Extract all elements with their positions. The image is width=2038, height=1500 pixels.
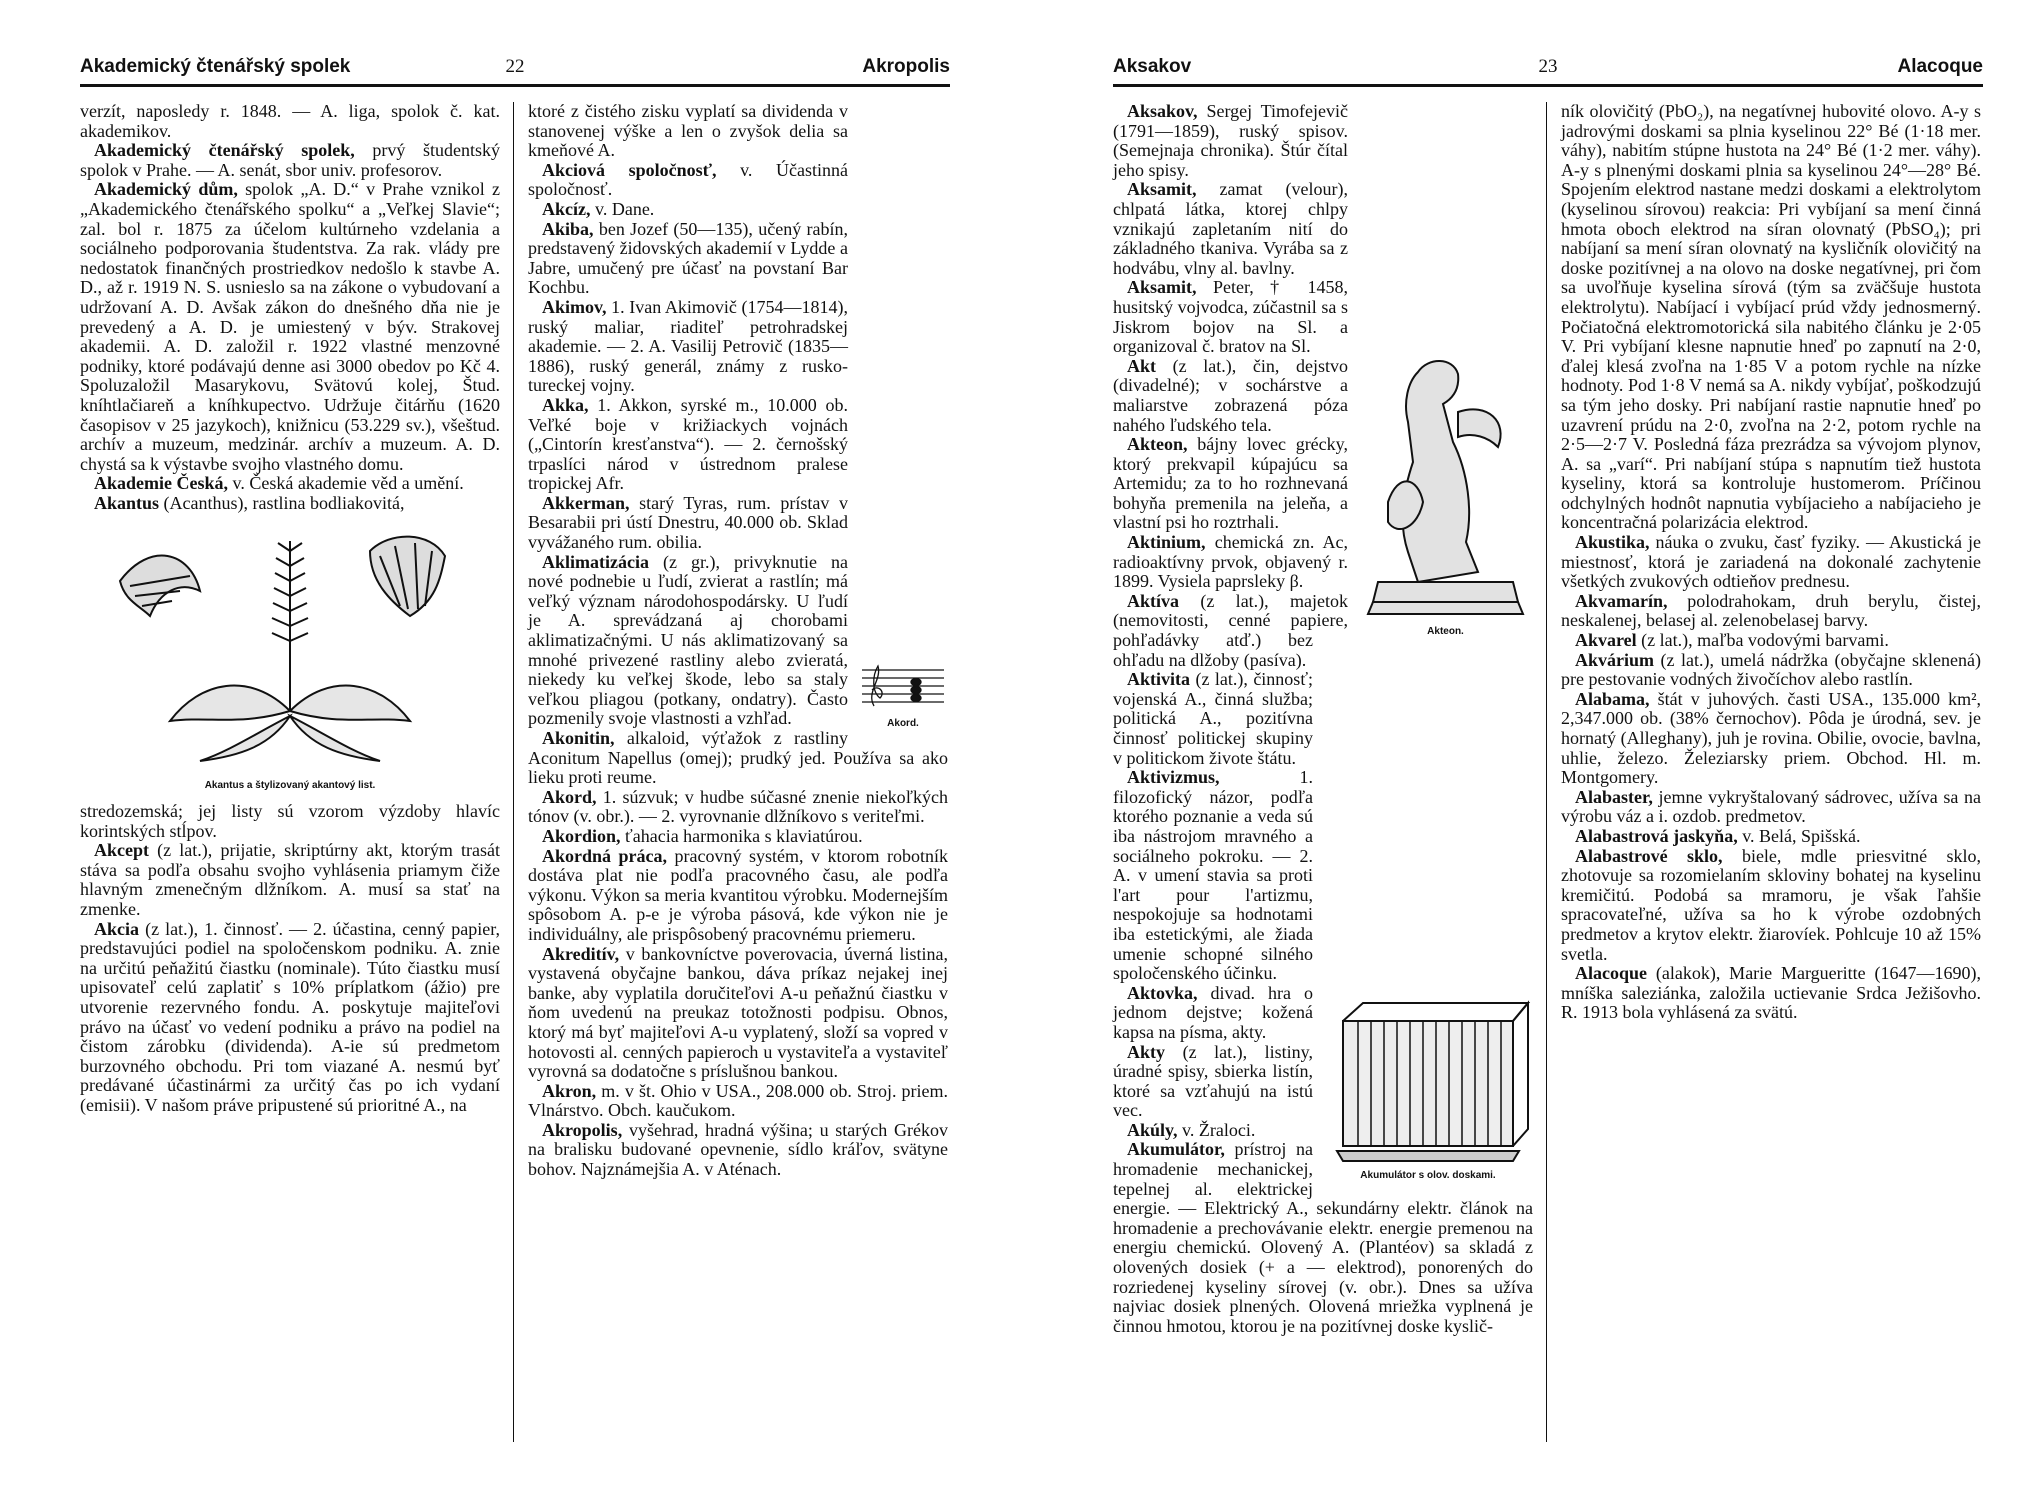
dictionary-entry [528, 945, 948, 1082]
dictionary-entry [1113, 278, 1533, 356]
left-header-rule [80, 84, 950, 87]
dictionary-entry [1113, 102, 1533, 180]
entry-text: prvý študentský spolok v Prahe. — A. senát, sbor univ. profesorov. [80, 140, 501, 180]
entry-text: (z lat.), listiny, úradné spisy, sbierka listín, ktoré sa vzťahujú na istú vec. [1113, 1041, 1314, 1121]
accumulator-icon [1323, 991, 1533, 1166]
entry-headword: Akcíz, [542, 198, 591, 219]
dictionary-entry [528, 1082, 948, 1121]
dictionary-entry [1561, 631, 1981, 651]
dictionary-entry [528, 220, 948, 298]
entry-text: divad. hra o jednom dejstve; kožená kapsa na písma, akty. [1113, 982, 1313, 1042]
entry-text: biele, mdle priesvitné sklo, zhotovuje sa rozomielaním skloviny bohatej na kyselinu kremičitú. Podobá sa mramoru, je však ľahšie spracovateľné, užíva sa ho k výrobe ozdobných predmetov a krytov elektr. žiarovíek. Pohlcuje 10 až 15% svetla. [1561, 845, 1982, 964]
acanthus-figure [80, 521, 500, 796]
entry-headword: Akciová spoločnosť, [542, 159, 717, 180]
dictionary-entry [80, 180, 500, 474]
entry-text: ťahacia harmonika s klaviatúrou. [625, 825, 863, 846]
entry-headword: Akropolis, [542, 1119, 623, 1140]
left-column-1 [80, 102, 500, 1116]
entry-headword: Alacoque [1575, 963, 1647, 984]
entry-text: ník olovičitý (PbO₂), na negatívnej hubovité olovo. A-y s jadrovými doskami sa plnia kyselinou 22° Bé (1·18 mer. váhy), nabitím stúpne hustota na 24° Bé (1·2 mer. váhy). A-y s plnenými doskami plnia sa kyselinou 24°—28° Bé. Spojením elektrod nastane medzi doskami a elektrolytom (kyselinou sírovou) reakcia: Pri vybíjaní sa mení činná hmota oboch elektrod na síran olovnatý (PbSO₄); pri nabíjaní sa mení síran olovnatý na kysličník olovičitý na doske pozitívnej a na olovo na doske negatívnej, pri čom sa uvoľňuje kyselina sírová (tým sa zväčšuje hustota elektrolytu). Nabíjací i vybíjací prúd vždy jednosmerný. Počiatočná elektromotorická sila nabitého článku je 2·05 V. Pri vybíjaní klesne napnutie hneď po zapnutí na 2·0, ďalej klesá zvoľna na 1·85 V a potom rychle na nízke hodnoty. Pod 1·8 V nemá sa A. nikdy vybíjať, poškodzujú sa tým jeho dosky. Pri nabíjaní rastie napnutie hneď po uzavrení prúdu na 2·0, zvoľna na 2·2, potom rychle na 2·5—2·7 V. Posledná fáza prezrádza sa vývojom plynov, A. sa „varí“. Pri nabíjaní stúpa s napnutím tiež hustota kyseliny, ktorá sa kontroluje hustomerom. Príčinou odchylných hodnôt napnutia vybíjacieho a nabíjacieho je koncentračná polarizácia elektrod. [1561, 101, 1981, 533]
dictionary-entry [1561, 847, 1981, 965]
left-page-number: 22 [505, 56, 525, 77]
entry-headword: Aktinium, [1127, 532, 1206, 553]
entry-headword: Alabastrové sklo, [1575, 845, 1723, 866]
entry-text: v. Dane. [595, 198, 655, 219]
entry-headword: Akordion, [542, 825, 621, 846]
entry-text: polodrahokam, druh berylu, čistej, neskalenej, belasej al. zelenobelasej barvy. [1561, 590, 1981, 631]
entry-headword: Aklimatizácia [542, 551, 649, 572]
entry-headword: Alabama, [1575, 688, 1650, 709]
entry-text: 1. súzvuk; v hudbe súčasné znenie niekoľkých tónov (v. obr.). — 2. vyrovnanie dlžníkovo s veriteľmi. [528, 786, 948, 827]
dictionary-entry [528, 729, 948, 788]
entry-text: štát v juhových. časti USA., 135.000 km², 2,347.000 ob. (38% černochov). Pôda je úrodná, sev. je hornatý (Alleghany), juh je rovina. Obilie, ovocie, bavlna, uhlie, železo. Železiarsky priem. Obchod. Hl. m. Montgomery. [1561, 688, 1981, 788]
right-header-rule [1113, 84, 1983, 87]
entry-headword: Akteon, [1127, 434, 1188, 455]
entry-headword: Aktivita [1127, 669, 1190, 690]
dictionary-entry [528, 102, 948, 161]
entry-headword: Akademie Česká, [94, 473, 228, 494]
akumulator-caption: Akumulátor s olov. doskami. [1360, 1169, 1496, 1181]
dictionary-entry [80, 474, 500, 494]
entry-text: starý Tyras, rum. prístav v Besarabii pri ústí Dnestru, 40.000 ob. Sklad vyvážaného rum. obilia. [528, 492, 848, 553]
dictionary-entry [528, 847, 948, 945]
dictionary-entry [1113, 670, 1533, 768]
entry-headword: Akustika, [1575, 532, 1650, 553]
entry-text: spolok „A. D.“ v Prahe vznikol z „Akademického čtenářského spolku“ a „Veľkej Slavie“; zal. bol r. 1875 za účelom kultúrneho vzdelania a sociálneho podporovania študentstva. Za rak. vlády pre nedostatok finančných prostriedkov nedošlo k stavbe A. D., až r. 1919 N. S. usnieslo sa na zákone o vybudovaní a udržovaní A. D. Avšak zákon do dnešného dňa nie je prevedený a A. D. je umiestený v býv. Strakovej akademii. A. D. založil r. 1922 vlastné menzovné podniky, ktoré podávajú denne asi 3000 obedov po Kč 4. Spoluzaložil Masarykovu, Svätovú kolej, Štud. kníhtlačiareň a kníhkupectvo. Udržuje čitárňu (1620 časopisov v 25 jazykoch), knižnicu (53.229 sv.), všeštud. archív a muzeum, medzinár. archív a muzeum. A. D. chystá sa k výstavbe svojho vlastného domu. [80, 179, 501, 474]
entry-headword: Akkerman, [542, 492, 630, 513]
dictionary-entry [1561, 788, 1981, 827]
dictionary-entry [80, 494, 500, 514]
entry-headword: Alabastrová jaskyňa, [1575, 825, 1738, 846]
akteon-statue-icon [1358, 352, 1533, 622]
dictionary-entry [528, 494, 948, 553]
left-running-head [80, 50, 950, 84]
entry-headword: Akty [1127, 1041, 1166, 1062]
entry-text: (alakok), Marie Margueritte (1647—1690), mníška saleziánka, založila uctievanie Srdca Ježišovho. R. 1913 bola vyhlásená za svätú. [1561, 963, 1981, 1023]
entry-headword: Alabaster, [1575, 786, 1653, 807]
dictionary-entry [1113, 768, 1533, 984]
entry-text: (z lat.), maľba vodovými barvami. [1641, 630, 1889, 651]
entry-text: v. Účastinná spoločnosť. [528, 159, 848, 200]
entry-text: (z lat.), činnosť; vojenská A., činná služba; politická A., pozitívna činnosť politickej skupiny v politickom živote štátu. [1113, 669, 1314, 768]
entry-headword: Akumulátor, [1127, 1139, 1225, 1160]
acanthus-caption: Akantus a štylizovaný akantový list. [204, 780, 376, 792]
entry-text: prístroj na hromadenie mechanickej, tepelnej al. elektrickej energie. — Elektrický A., sekundárny elektr. článok na hromadenie a prechovávanie elektr. energie premenou na energiu chemickú. Olovený A. (Plantéov) sa skladá z olovených dosiek (+ a — elektrod), ponorených do rozriedenej kyseliny sírovej (v. obr.). Dnes sa užíva najviac dosiek plnených. Olovená mriežka vyplnená je činnou hmotou, ktorou je na pozitívnej doske kyslič- [1113, 1139, 1533, 1336]
akord-figure [858, 662, 948, 734]
dictionary-entry [80, 102, 500, 141]
entry-headword: Aktivizmus, [1127, 767, 1220, 788]
entry-text: ktoré z čistého zisku vyplatí sa dividenda v stanovenej výške a len o zvyšok delia sa kmeňové A. [528, 101, 848, 161]
entry-text: v. Žraloci. [1182, 1119, 1256, 1140]
entry-headword: Akúly, [1127, 1119, 1178, 1140]
right-header-left: Aksakov [1113, 56, 1192, 77]
entry-text: 1. Akkon, syrské m., 10.000 ob. Veľké boje v križiackych vojnách („Cintorín kresťanstva“). — 2. černošský trpaslíci národ v ústrednom pralese tropickej Afr. [528, 394, 849, 494]
entry-text: stredozemská; jej listy sú vzorom výzdoby hlavíc korintských stĺpov. [80, 801, 500, 841]
entry-headword: Aksamit, [1127, 179, 1197, 200]
entry-text: (z lat.), čin, dejstvo (divadelné); v sochárstve a maliarstve zobrazená póza nahého ľudského tela. [1113, 355, 1348, 435]
entry-text: chemická zn. Ac, radioaktívny prvok, objavený r. 1899. Vysiela paprsleky β. [1113, 532, 1348, 592]
entry-headword: Akordná práca, [542, 845, 668, 866]
dictionary-entry [80, 802, 500, 841]
entry-headword: Akimov, [542, 296, 607, 317]
dictionary-entry [1561, 533, 1981, 592]
entry-text: (z lat.), prijatie, skriptúrny akt, ktorým trasát stáva sa podľa obsahu svojho vyhlásenia priamym čiže hlavným zmenečným dlžníkom. A. musí sa stať na zmenke. [80, 840, 500, 920]
entry-text: ben Jozef (50—135), učený rabín, predstavený židovských akademií v Lydde a Jabre, umučený pre účasť na povstaní Bar Kochbu. [528, 218, 848, 298]
right-column-2 [1561, 102, 1981, 1023]
dictionary-entry [528, 200, 948, 220]
entry-headword: Akvamarín, [1575, 590, 1668, 611]
entry-text: vyšehrad, hradná výšina; u starých Grékov na bralisku budované opevnenie, sídlo kráľov, svätyne bohov. Najznámejšia A. v Aténach. [528, 1119, 948, 1180]
entry-headword: Akademický dům, [94, 179, 238, 200]
dictionary-entry [1561, 827, 1981, 847]
dictionary-entry [80, 841, 500, 919]
left-column-divider [513, 102, 514, 1442]
left-page [80, 50, 950, 1450]
entry-text: (z lat.), umelá nádržka (obyčajne sklenená) pre pestovanie vodných živočíchov alebo rastlín. [1561, 649, 1982, 690]
dictionary-entry [528, 1121, 948, 1180]
akumulator-figure [1323, 991, 1533, 1186]
left-column-2 [528, 102, 948, 1180]
dictionary-entry [1113, 180, 1533, 278]
entry-text: zamat (velour), chlpatá látka, ktorej chlpy vznikajú zapletaním nití do základného tkaniva. Vyrába sa z hodvábu, vlny al. bavlny. [1113, 179, 1348, 278]
entry-text: v. Česká akademie věd a umění. [232, 473, 464, 494]
entry-text: m. v št. Ohio v USA., 208.000 ob. Stroj. priem. Vlnárstvo. Obch. kaučukom. [528, 1080, 949, 1121]
entry-text: Sergej Timofejevič (1791—1859), ruský spisov. (Semejnaja chronika). Štúr čítal jeho spisy. [1113, 101, 1348, 180]
dictionary-entry [528, 298, 948, 396]
entry-headword: Akcept [94, 840, 149, 861]
dictionary-entry [1561, 651, 1981, 690]
entry-headword: Aktovka, [1127, 982, 1198, 1003]
dictionary-entry [1561, 592, 1981, 631]
entry-text: alkaloid, výťažok z rastliny Aconitum Napellus (omej); prudký jed. Používa sa ako lieku proti reume. [528, 728, 948, 788]
entry-headword: Akreditív, [542, 943, 620, 964]
entry-headword: Aksakov, [1127, 101, 1198, 121]
entry-text: 1. Ivan Akimovič (1754—1814), ruský maliar, riaditeľ petrohradskej akademie. — 2. A. Vasilij Petrovič (1835—1886), ruský generál, známy z rusko-tureckej vojny. [528, 296, 848, 396]
dictionary-entry [528, 827, 948, 847]
right-column-1 [1113, 102, 1533, 1336]
entry-text: náuka o zvuku, časť fyziky. — Akustická je miestnosť, ktorá je zariadená na dokonalé zachytenie všetkých zvukových odtieňov prednesu. [1561, 532, 1981, 592]
entry-headword: Akron, [542, 1080, 597, 1101]
dictionary-entry [80, 141, 500, 180]
akteon-caption: Akteon. [1427, 626, 1464, 637]
akteon-figure [1358, 352, 1533, 642]
entry-headword: Akcia [94, 918, 139, 939]
dictionary-entry [528, 396, 948, 494]
entry-headword: Akka, [542, 394, 589, 415]
dictionary-entry [528, 788, 948, 827]
left-header-left: Akademický čtenářský spolek [80, 56, 351, 77]
right-column-divider [1546, 102, 1547, 1442]
right-page [1113, 50, 1983, 1450]
entry-headword: Akiba, [542, 218, 594, 239]
right-page-number: 23 [1538, 56, 1558, 77]
entry-text: (z lat.), majetok (nemovitosti, cenné papiere, pohľadávky atď.) bez ohľadu na dlžoby (pasíva). [1113, 590, 1348, 670]
right-running-head [1113, 50, 1983, 84]
dictionary-entry [1561, 102, 1981, 533]
dictionary-entry [80, 920, 500, 1116]
entry-headword: Akt [1127, 355, 1157, 376]
akord-caption: Akord. [887, 718, 919, 729]
dictionary-entry [1561, 964, 1981, 1023]
entry-headword: Akord, [542, 786, 597, 807]
left-header-right: Akropolis [862, 56, 950, 77]
right-header-right: Alacoque [1897, 56, 1983, 77]
entry-text: (Acanthus), rastlina bodliakovitá, [163, 492, 405, 513]
entry-headword: Aktíva [1127, 590, 1180, 611]
entry-headword: Akademický čtenářský spolek, [94, 140, 355, 161]
entry-headword: Aksamit, [1127, 277, 1197, 298]
dictionary-entry [1561, 690, 1981, 788]
entry-text: (z lat.), 1. činnosť. — 2. účastina, cenný papier, predstavujúci podiel na spoločenskom podniku. A. znie na určitú peňažitú čiastku (nominale). Túto čiastku musí upisovateľ celú zaplatiť s 10% príplatkom (ážio) pre utvorenie rezervného fondu. A. poskytuje majiteľovi právo na účasť vo vedení podniku a právo na podiel na čistom zárobku (dividenda). A-ie sú predmetom burzovného obchodu. Pri tom viazané A. nesmú byť predávané účastinármi za určitý čas po ich vydaní (emisii). V našom práve pripustené sú prioritné A., na [80, 918, 500, 1115]
entry-headword: Akantus [94, 492, 160, 513]
entry-text: (z gr.), privyknutie na nové podnebie u ľudí, zvierat a rastlín; má veľký význam národohospodársky. U ľudí je A. sprevádzaná aj chorobami aklimatizačnými. U nás aklimatizovaný sa mnohé privezené rastliny alebo zvieratá, niekedy ku veľkej škode, lebo sa staly veľkou pliagou (potkany, ondatry). Často pozmenily svoje vlastnosti a vzhľad. [528, 551, 848, 729]
entry-text: v bankovníctve poverovacia, úverná listina, vystavená obyčajne bankou, dáva príkaz nejakej inej banke, aby vyplatila doručiteľovi A-u peňažnú čiastku v ňom uvedenú na preukaz totožnosti podpisu. Obnos, ktorý má byť majiteľovi A-u vyplatený, složí sa vopred v hotovosti al. cenných papieroch u vystaviteľa a vystaviteľ vyrovná sa dodatočne s príslušnou bankou. [528, 943, 948, 1082]
entry-text: Peter, † 1458, husitský vojvodca, zúčastnil sa s Jiskrom bojov na Sl. a organizoval č. bratov na Sl. [1113, 277, 1349, 357]
entry-text: pracovný systém, v ktorom robotník dostáva plat nie podľa pracovného času, ale podľa výkonu. Výkon sa meria kvantitou výrobku. Modernejším spôsobom A. p-e je výroba pásová, kde výkon nie je individuálny, ale prispôsobený pracovnému priemeru. [528, 845, 949, 944]
entry-headword: Akvárium [1575, 649, 1655, 670]
music-chord-icon [858, 662, 948, 714]
acanthus-illustration-icon [80, 521, 500, 776]
entry-text: v. Belá, Spišská. [1742, 825, 1861, 846]
dictionary-entry [528, 161, 948, 200]
entry-headword: Akonitin, [542, 728, 615, 748]
entry-text: verzít, naposledy r. 1848. — A. liga, spolok č. kat. akademikov. [80, 101, 500, 141]
entry-text: 1. filozofický názor, podľa ktorého poznanie a veda sú iba nástrojom mravného a sociálneho pokroku. — 2. A. v umení stavia sa proti l'art pour l'artizmu, nespokojuje sa hodnotami iba estetickými, ale žiada umenie schopné silného spoločenského účinku. [1113, 767, 1313, 984]
entry-headword: Akvarel [1575, 630, 1637, 651]
entry-text: jemne vykryštalovaný sádrovec, užíva sa na výrobu váz a i. ozdob. predmetov. [1561, 786, 1982, 827]
entry-text: bájny lovec grécky, ktorý prekvapil kúpajúcu sa Artemidu; za to ho rozhnevaná bohyňa premenila na jeleňa, a vlastní psi ho roztrhali. [1113, 434, 1348, 533]
